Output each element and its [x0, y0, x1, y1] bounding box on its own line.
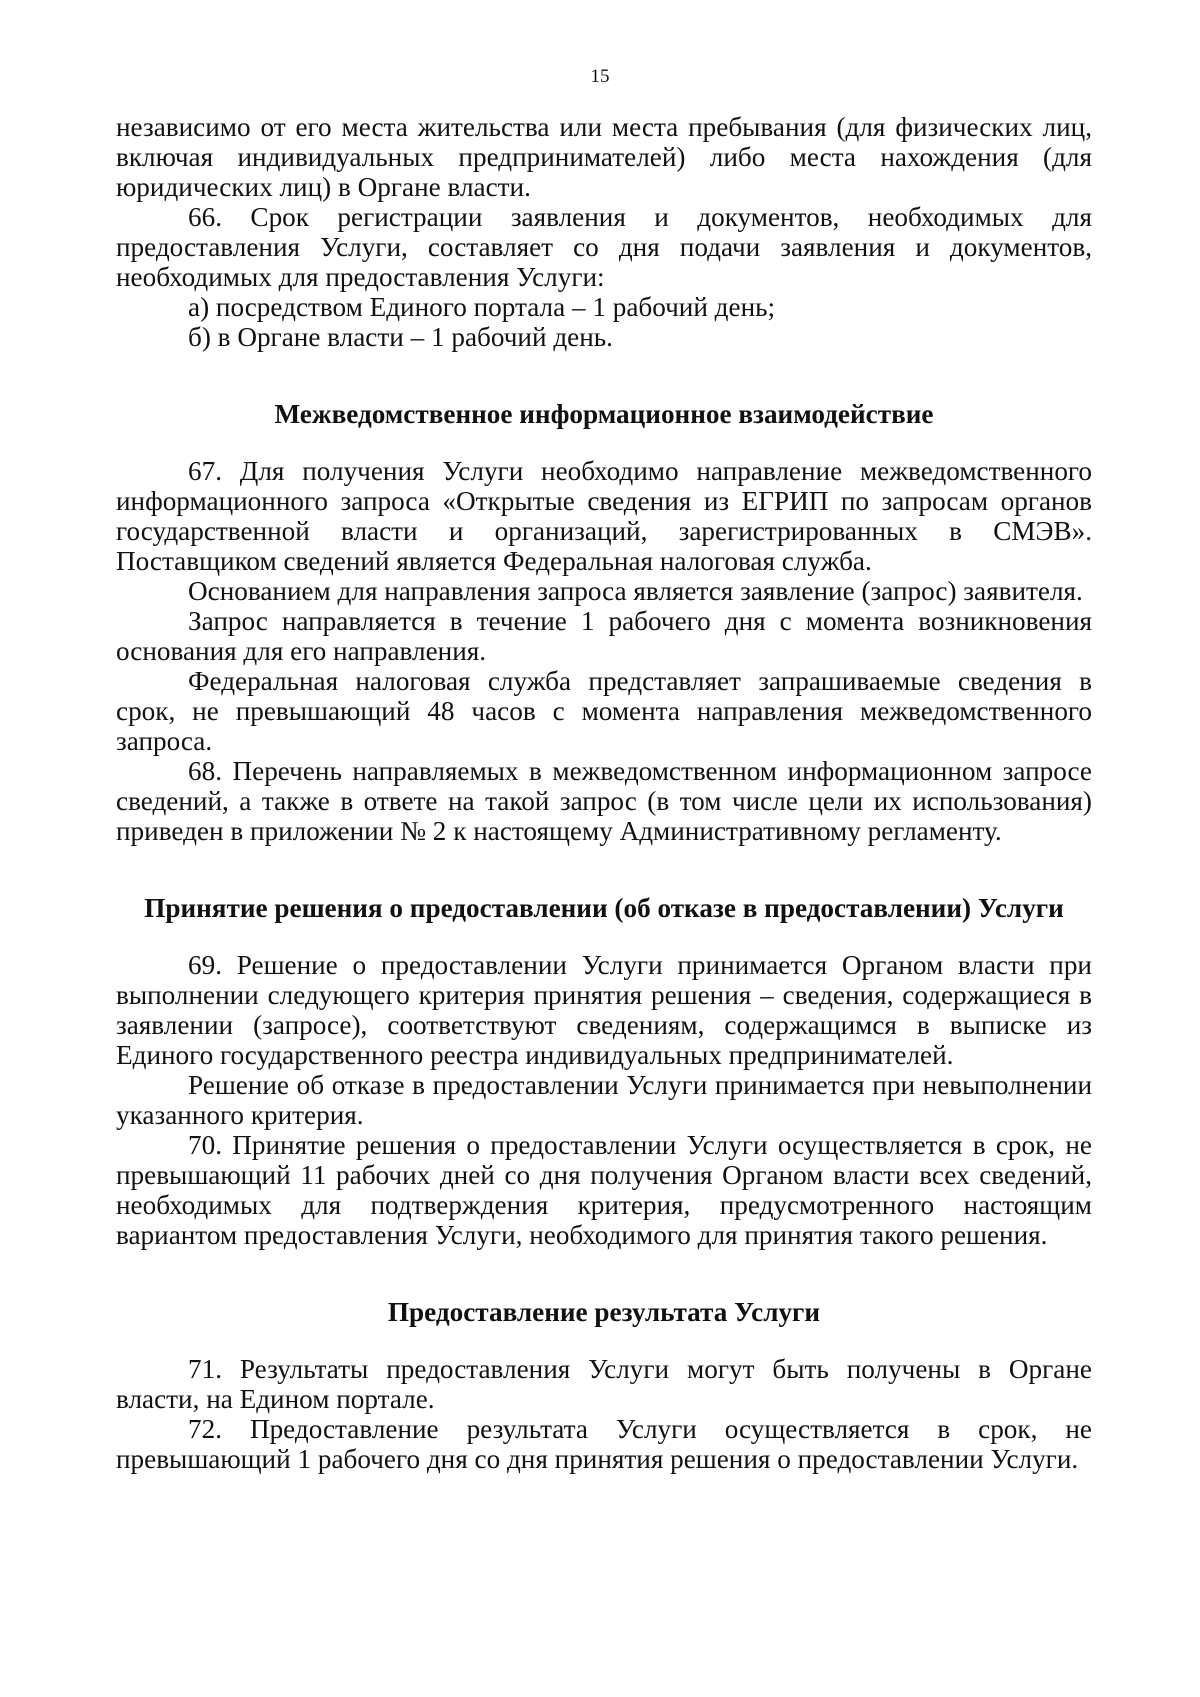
paragraph-72: 72. Предоставление результата Услуги осуществляется в срок, не превышающий 1 рабочего дня со дня принятия решения о предоставлении Услуги. [116, 1414, 1092, 1474]
paragraph-69: 69. Решение о предоставлении Услуги принимается Органом власти при выполнении следующего критерия принятия решения – сведения, содержащиеся в заявлении (запросе), соответствуют сведениям, содержащимся в выписке из Единого государственного реестра индивидуальных предпринимателей. [116, 950, 1092, 1070]
list-item-a: а) посредством Единого портала – 1 рабочий день; [188, 292, 776, 322]
paragraph-continuation: независимо от его места жительства или места пребывания (для физических лиц, включая индивидуальных предпринимателей) либо места нахождения (для юридических лиц) в Органе власти. [116, 112, 1092, 202]
paragraph-68: 68. Перечень направляемых в межведомственном информационном запросе сведений, а также в ответе на такой запрос (в том числе цели их использования) приведен в приложении № 2 к настоящему Административному регламенту. [116, 756, 1092, 846]
page-number: 15 [590, 66, 610, 87]
paragraph-70: 70. Принятие решения о предоставлении Услуги осуществляется в срок, не превышающий 11 рабочих дней со дня получения Органом власти всех сведений, необходимых для подтверждения критерия, предусмотренного настоящим вариантом предоставления Услуги, необходимого для принятия такого решения. [116, 1130, 1092, 1250]
paragraph-67: 67. Для получения Услуги необходимо направление межведомственного информационного запроса «Открытые сведения из ЕГРИП по запросам органов государственной власти и организаций, зарегистрированных в СМЭВ». Поставщиком сведений является Федеральная налоговая служба. [116, 456, 1092, 576]
section-heading-result: Предоставление результата Услуги [387, 1297, 821, 1327]
list-item-b: б) в Органе власти – 1 рабочий день. [188, 322, 613, 352]
section-heading-interagency: Межведомственное информационное взаимодействие [274, 399, 934, 429]
paragraph-71: 71. Результаты предоставления Услуги могут быть получены в Органе власти, на Едином портале. [116, 1354, 1092, 1414]
paragraph-66: 66. Срок регистрации заявления и документов, необходимых для предоставления Услуги, составляет со дня подачи заявления и документов, необходимых для предоставления Услуги: [116, 202, 1092, 292]
document-body [116, 112, 1092, 1474]
paragraph-69-refusal: Решение об отказе в предоставлении Услуги принимается при невыполнении указанного критерия. [116, 1070, 1092, 1130]
paragraph-67-timing: Запрос направляется в течение 1 рабочего дня с момента возникновения основания для его направления. [116, 606, 1092, 666]
paragraph-67-fns: Федеральная налоговая служба представляет запрашиваемые сведения в срок, не превышающий 48 часов с момента направления межведомственного запроса. [116, 666, 1092, 756]
paragraph-67-basis: Основанием для направления запроса является заявление (запрос) заявителя. [188, 576, 1083, 606]
section-heading-decision: Принятие решения о предоставлении (об отказе в предоставлении) Услуги [144, 893, 1064, 923]
